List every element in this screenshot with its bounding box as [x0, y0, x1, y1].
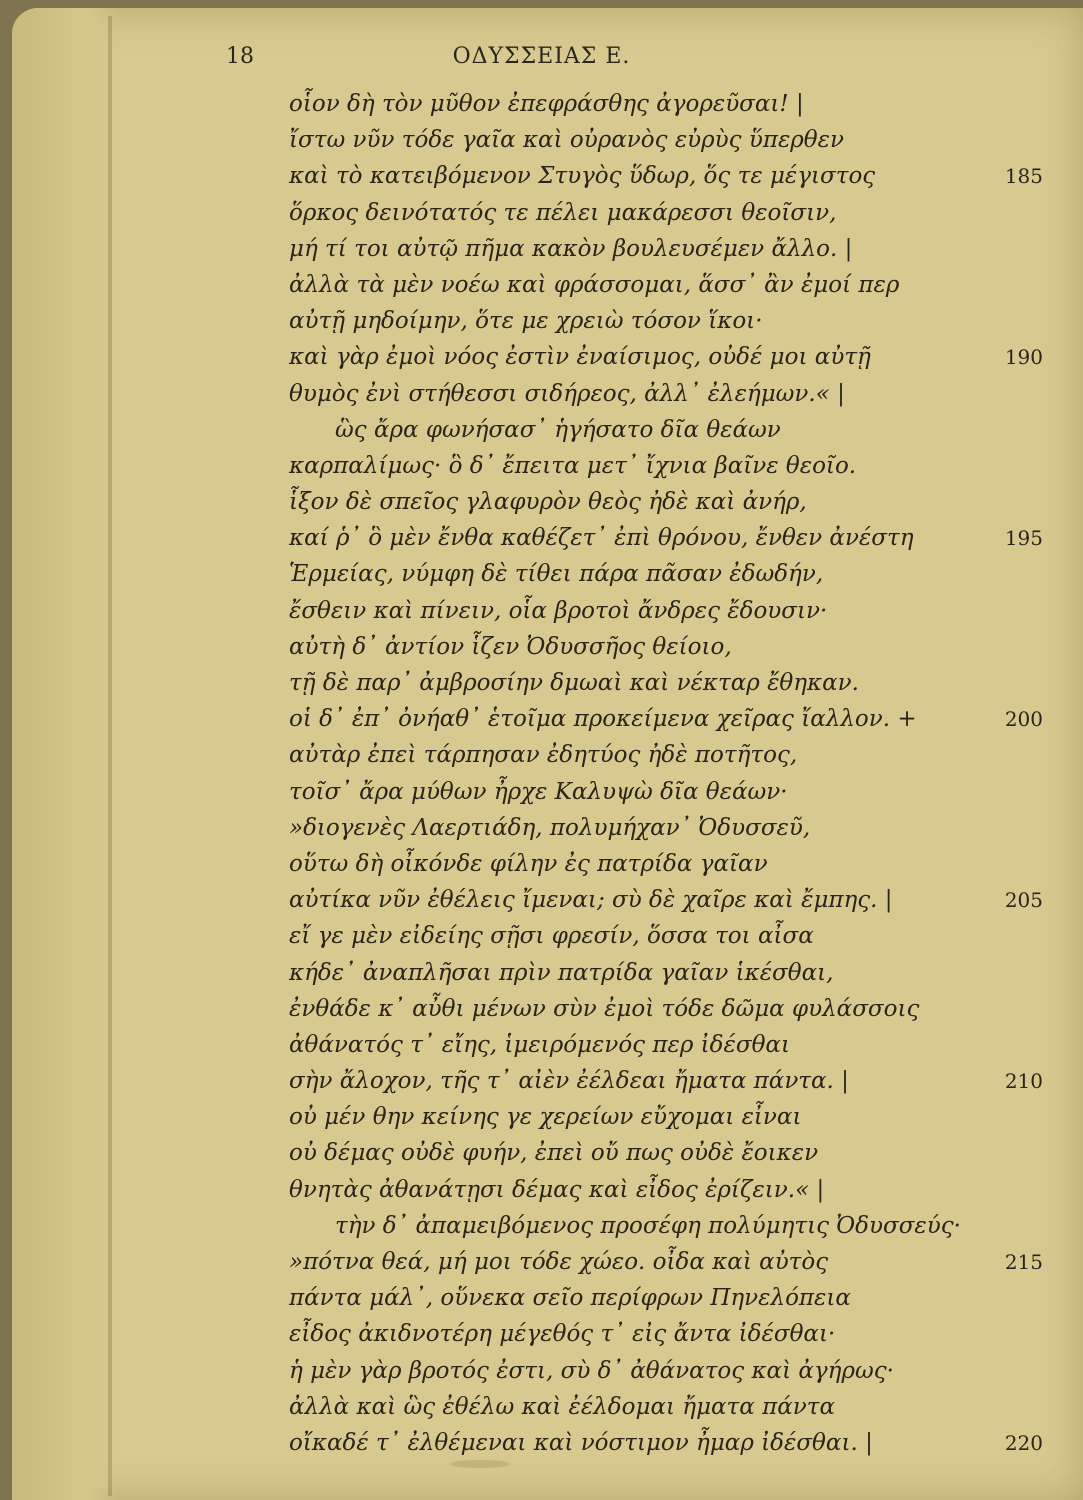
- line-number: 205: [1004, 888, 1043, 913]
- verse-line: [0, 1316, 1083, 1352]
- verse-line: [0, 556, 1083, 592]
- line-number: 210: [1004, 1069, 1043, 1094]
- verse-text: τὴν δ᾽ ἀπαμειβόμενος προσέφη πολύμητις Ὀδυσσεύς·: [335, 1212, 961, 1239]
- verse-text: τοῖσ᾽ ἄρα μύθων ἦρχε Καλυψὼ δῖα θεάων·: [289, 778, 788, 805]
- verse-line: [0, 665, 1083, 701]
- verse-line: [0, 448, 1083, 484]
- verse-line: [0, 195, 1083, 231]
- verse-line: [0, 1353, 1083, 1389]
- verse-text: ἀλλὰ καὶ ὣς ἐθέλω καὶ ἐέλδομαι ἤματα πάντα: [289, 1393, 836, 1420]
- verse-text: Ἑρμείας, νύμφη δὲ τίθει πάρα πᾶσαν ἐδωδήν,: [289, 561, 824, 588]
- line-number: 185: [1004, 164, 1043, 189]
- verse-text: ὅρκος δεινότατός τε πέλει μακάρεσσι θεοῖσιν,: [289, 199, 837, 226]
- verse-line: [0, 629, 1083, 665]
- verse-line: [0, 1280, 1083, 1316]
- line-number: 220: [1004, 1430, 1043, 1455]
- verse-text: εἶδος ἀκιδνοτέρη μέγεθός τ᾽ εἰς ἄντα ἰδέσθαι·: [289, 1321, 836, 1348]
- verse-line: [0, 158, 1083, 194]
- verse-line: [0, 1244, 1083, 1280]
- verse-text: ἷξον δὲ σπεῖος γλαφυρὸν θεὸς ἠδὲ καὶ ἀνήρ,: [289, 489, 807, 516]
- page-header: [0, 44, 1083, 80]
- verse-line: [0, 1063, 1083, 1099]
- verse-line: [0, 520, 1083, 556]
- line-number: 190: [1004, 345, 1043, 370]
- verse-line: [0, 484, 1083, 520]
- verse-line: [0, 1172, 1083, 1208]
- verse-text: καὶ γὰρ ἐμοὶ νόος ἐστὶν ἐναίσιμος, οὐδέ μοι αὐτῇ: [289, 344, 871, 371]
- verse-line: [0, 701, 1083, 737]
- verse-line: [0, 231, 1083, 267]
- verse-line: [0, 1027, 1083, 1063]
- verse-line: [0, 122, 1083, 158]
- verse-text: αὐτὴ δ᾽ ἀντίον ἷζεν Ὀδυσσῆος θείοιο,: [289, 633, 732, 660]
- verse-text: καρπαλίμως· ὃ δ᾽ ἔπειτα μετ᾽ ἴχνια βαῖνε θεοῖο.: [289, 452, 857, 479]
- verse-line: [0, 1208, 1083, 1244]
- verse-text: ἐνθάδε κ᾽ αὖθι μένων σὺν ἐμοὶ τόδε δῶμα φυλάσσοις: [289, 995, 920, 1022]
- verse-text: οἴκαδέ τ᾽ ἐλθέμεναι καὶ νόστιμον ἦμαρ ἰδέσθαι. |: [289, 1429, 873, 1456]
- verse-text: οἷον δὴ τὸν μῦθον ἐπεφράσθης ἀγορεῦσαι! |: [289, 91, 804, 117]
- verse-text: ἴστω νῦν τόδε γαῖα καὶ οὐρανὸς εὐρὺς ὕπερθεν: [289, 127, 844, 154]
- verse-text: οὕτω δὴ οἶκόνδε φίλην ἐς πατρίδα γαῖαν: [289, 850, 768, 877]
- line-number: 200: [1004, 707, 1043, 732]
- verse-line: [0, 1135, 1083, 1171]
- verse-text: εἴ γε μὲν εἰδείης σῇσι φρεσίν, ὅσσα τοι αἶσα: [289, 923, 814, 950]
- verse-text: »πότνα θεά, μή μοι τόδε χώεο. οἶδα καὶ αὐτὸς: [289, 1249, 829, 1275]
- verse-text: ἀθάνατός τ᾽ εἴης, ἱμειρόμενός περ ἰδέσθαι: [289, 1031, 790, 1058]
- line-number: 215: [1004, 1250, 1043, 1274]
- verse-text: καὶ τὸ κατειβόμενον Στυγὸς ὕδωρ, ὅς τε μέγιστος: [289, 163, 876, 190]
- verse-text: πάντα μάλ᾽, οὕνεκα σεῖο περίφρων Πηνελόπεια: [289, 1285, 851, 1312]
- verse-line: [0, 737, 1083, 773]
- verse-text: »διογενὲς Λαερτιάδη, πολυμήχαν᾽ Ὀδυσσεῦ,: [289, 814, 811, 841]
- verse-text: καί ῥ᾽ ὃ μὲν ἔνθα καθέζετ᾽ ἐπὶ θρόνου, ἔνθεν ἀνέστη: [289, 525, 914, 552]
- verse-block: [0, 86, 1083, 1461]
- verse-text: θνητὰς ἀθανάτῃσι δέμας καὶ εἶδος ἐρίζειν.« |: [289, 1176, 825, 1203]
- verse-line: [0, 774, 1083, 810]
- page-number: 18: [226, 44, 254, 69]
- verse-text: οὐ δέμας οὐδὲ φυήν, ἐπεὶ οὔ πως οὐδὲ ἔοικεν: [289, 1140, 819, 1167]
- verse-line: [0, 1389, 1083, 1425]
- verse-line: [0, 955, 1083, 991]
- verse-line: [0, 86, 1083, 122]
- running-title: ΟΔΥΣΣΕΙΑΣ Ε.: [452, 44, 631, 69]
- verse-text: αὐτῇ μηδοίμην, ὅτε με χρειὼ τόσον ἵκοι·: [289, 308, 763, 335]
- verse-text: σὴν ἄλοχον, τῆς τ᾽ αἰὲν ἐέλδεαι ἤματα πάντα. |: [289, 1068, 849, 1095]
- verse-text: ἔσθειν καὶ πίνειν, οἷα βροτοὶ ἄνδρες ἔδουσιν·: [289, 597, 828, 624]
- verse-line: [0, 593, 1083, 629]
- verse-text: θυμὸς ἐνὶ στήθεσσι σιδήρεος, ἀλλ᾽ ἐλεήμων.« |: [289, 380, 845, 407]
- verse-line: [0, 846, 1083, 882]
- verse-line: [0, 991, 1083, 1027]
- verse-text: αὐτίκα νῦν ἐθέλεις ἴμεναι; σὺ δὲ χαῖρε καὶ ἔμπης. |: [289, 887, 893, 914]
- verse-line: [0, 1099, 1083, 1135]
- verse-text: οὐ μέν θην κείνης γε χερείων εὔχομαι εἶναι: [289, 1104, 802, 1131]
- verse-text: κήδε᾽ ἀναπλῆσαι πρὶν πατρίδα γαῖαν ἱκέσθαι,: [289, 959, 834, 986]
- line-number: 195: [1004, 526, 1043, 551]
- verse-line: [0, 1425, 1083, 1461]
- verse-line: [0, 918, 1083, 954]
- verse-text: ὣς ἄρα φωνήσασ᾽ ἡγήσατο δῖα θεάων: [335, 416, 781, 443]
- verse-text: οἱ δ᾽ ἐπ᾽ ὀνήαθ᾽ ἑτοῖμα προκείμενα χεῖρας ἴαλλον. +: [289, 706, 917, 733]
- verse-text: μή τί τοι αὐτῷ πῆμα κακὸν βουλευσέμεν ἄλλο. |: [289, 235, 853, 262]
- verse-text: τῇ δὲ παρ᾽ ἀμβροσίην δμωαὶ καὶ νέκταρ ἔθηκαν.: [289, 670, 859, 696]
- verse-line: [0, 303, 1083, 339]
- verse-line: [0, 412, 1083, 448]
- verse-text: ἀλλὰ τὰ μὲν νοέω καὶ φράσσομαι, ἅσσ᾽ ἂν ἐμοί περ: [289, 271, 900, 298]
- verse-text: αὐτὰρ ἐπεὶ τάρπησαν ἐδητύος ἠδὲ ποτῆτος,: [289, 742, 798, 769]
- verse-line: [0, 267, 1083, 303]
- verse-line: [0, 376, 1083, 412]
- verse-line: [0, 810, 1083, 846]
- verse-line: [0, 882, 1083, 918]
- paper-stain: [450, 1460, 510, 1468]
- verse-text: ἡ μὲν γὰρ βροτός ἐστι, σὺ δ᾽ ἀθάνατος καὶ ἀγήρως·: [289, 1357, 894, 1384]
- verse-line: [0, 339, 1083, 375]
